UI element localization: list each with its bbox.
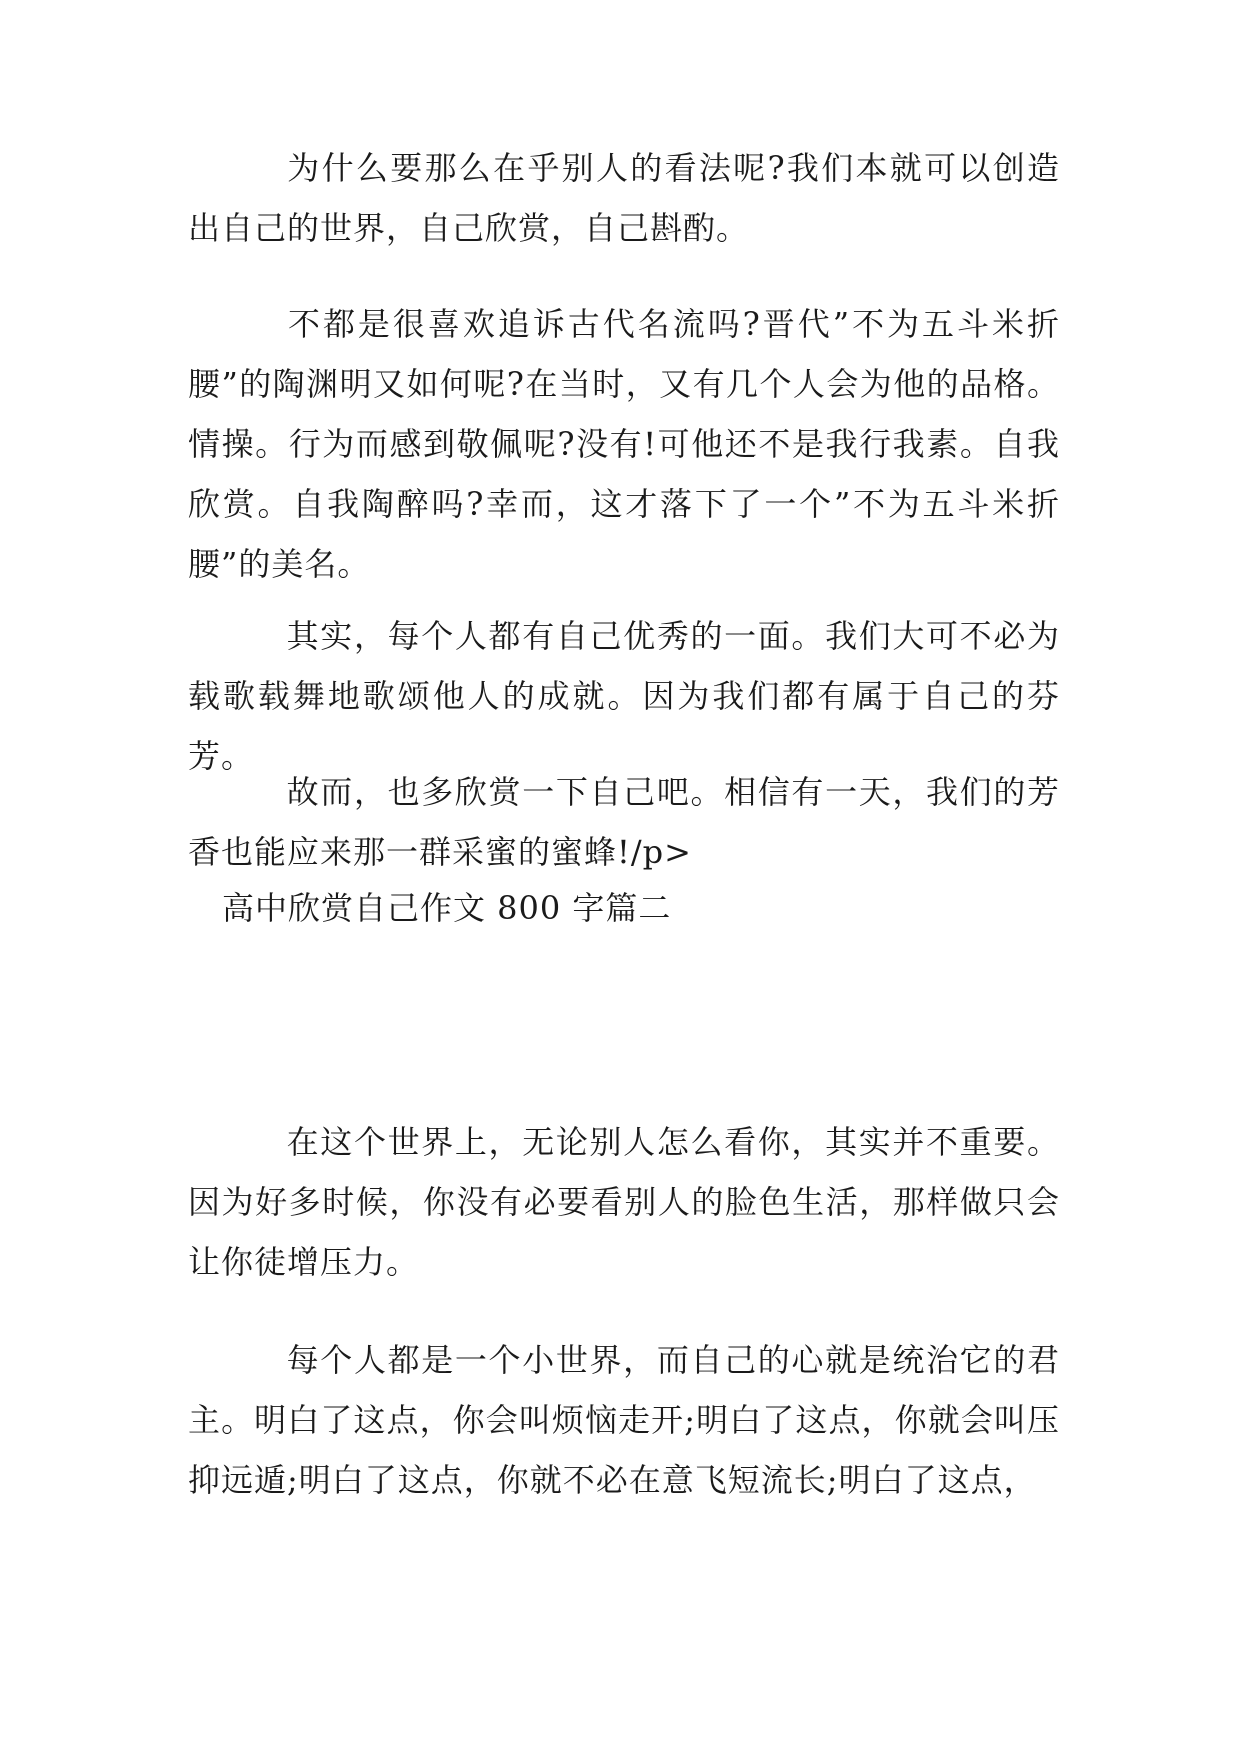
paragraph-6-text: 每个人都是一个小世界，而自己的心就是统治它的君主。明白了这点，你会叫烦恼走开;明白了这点，你就会叫压抑远遁;明白了这点，你就不必在意飞短流长;明白了这点， (188, 1341, 1060, 1499)
paragraph-1 (188, 138, 1060, 258)
paragraph-4-text: 故而，也多欣赏一下自己吧。相信有一天，我们的芳香也能应来那一群采蜜的蜜蜂!/p> (188, 773, 1060, 871)
paragraph-3-text: 其实，每个人都有自己优秀的一面。我们大可不必为载歌载舞地歌颂他人的成就。因为我们都有属于自己的芬芳。 (188, 617, 1060, 775)
paragraph-1-text: 为什么要那么在乎别人的看法呢?我们本就可以创造出自己的世界，自己欣赏，自己斟酌。 (188, 149, 1060, 247)
paragraph-5 (188, 1112, 1060, 1292)
section-title: 高中欣赏自己作文 800 字篇二 (222, 889, 672, 927)
paragraph-3 (188, 606, 1060, 786)
paragraph-2-text: 不都是很喜欢追诉古代名流吗?晋代”不为五斗米折腰”的陶渊明又如何呢?在当时，又有几个人会为他的品格。情操。行为而感到敬佩呢?没有!可他还不是我行我素。自我欣赏。自我陶醉吗?幸而，这才落下了一个”不为五斗米折腰”的美名。 (188, 305, 1060, 583)
paragraph-5-text: 在这个世界上，无论别人怎么看你，其实并不重要。因为好多时候，你没有必要看别人的脸色生活，那样做只会让你徒增压力。 (188, 1123, 1060, 1281)
paragraph-4 (188, 762, 1060, 882)
paragraph-2 (188, 294, 1060, 594)
paragraph-6 (188, 1330, 1060, 1510)
